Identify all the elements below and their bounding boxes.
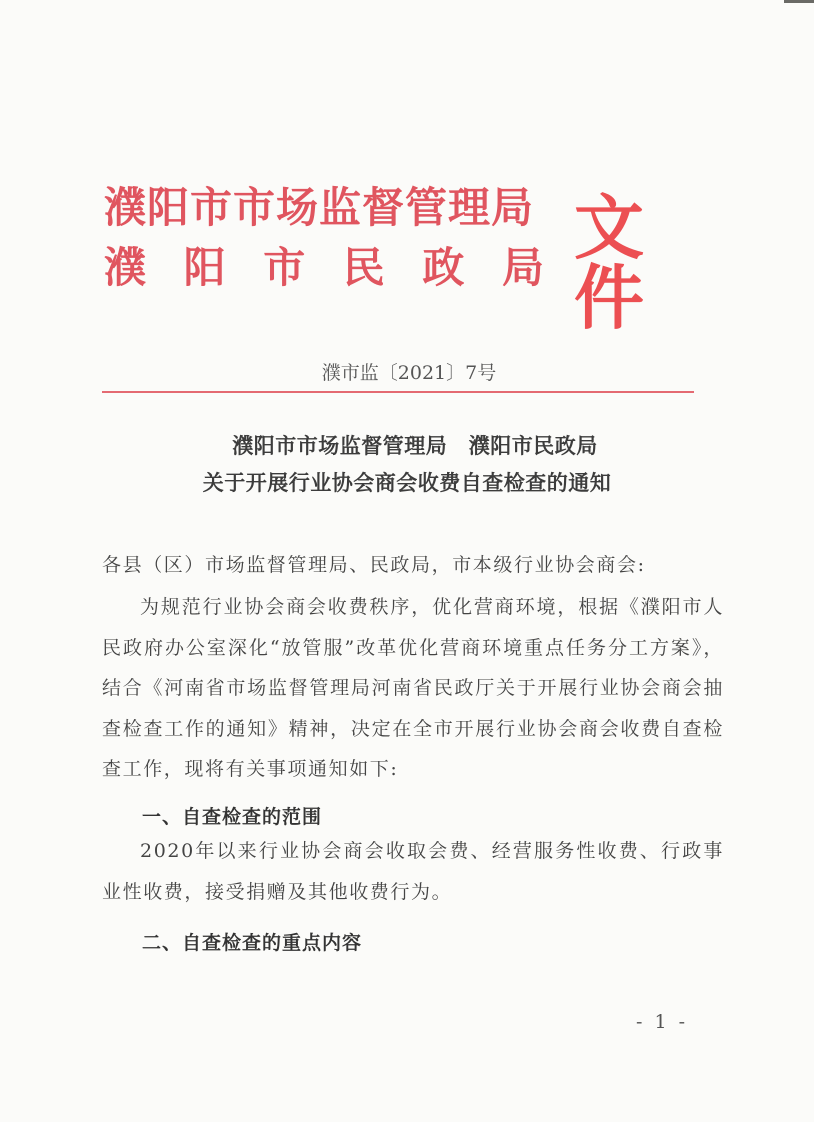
masthead-issuer-2 bbox=[104, 243, 544, 292]
masthead-char: 市 bbox=[263, 243, 306, 292]
masthead-issuer-1: 濮阳市市场监督管理局 bbox=[104, 183, 535, 232]
section-heading-key-content: 二、自查检查的重点内容 bbox=[142, 932, 363, 954]
scan-edge-strip bbox=[784, 0, 814, 3]
masthead-char: 政 bbox=[422, 243, 465, 292]
document-title-subject: 关于开展行业协会商会收费自查检查的通知 bbox=[202, 470, 612, 495]
page-number: - 1 - bbox=[636, 1011, 689, 1033]
section-heading-scope: 一、自查检查的范围 bbox=[142, 806, 323, 828]
section-paragraph-scope: 2020年以来行业协会商会收取会费、经营服务性收费、行政事业性收费，接受捐赠及其他收费行为。 bbox=[102, 840, 724, 903]
masthead-char: 局 bbox=[501, 243, 544, 292]
masthead-char: 阳 bbox=[183, 243, 226, 292]
red-divider-rule bbox=[102, 391, 694, 393]
masthead-char: 濮 bbox=[104, 243, 147, 292]
masthead-document-label: 文件 bbox=[574, 186, 646, 339]
document-title-issuers: 濮阳市市场监督管理局 濮阳市民政局 bbox=[232, 433, 598, 458]
document-number: 濮市监〔2021〕7号 bbox=[321, 362, 497, 384]
intro-paragraph: 为规范行业协会商会收费秩序，优化营商环境，根据《濮阳市人民政府办公室深化“放管服”改革优化营商环境重点任务分工方案》，结合《河南省市场监督管理局河南省民政厅关于开展行业协会商会抽查检查工作的通知》精神，决定在全市开展行业协会商会收费自查检查工作，现将有关事项通知如下: bbox=[102, 596, 724, 780]
masthead-char: 民 bbox=[342, 243, 385, 292]
salutation: 各县（区）市场监督管理局、民政局，市本级行业协会商会: bbox=[102, 554, 646, 576]
masthead bbox=[104, 183, 704, 339]
